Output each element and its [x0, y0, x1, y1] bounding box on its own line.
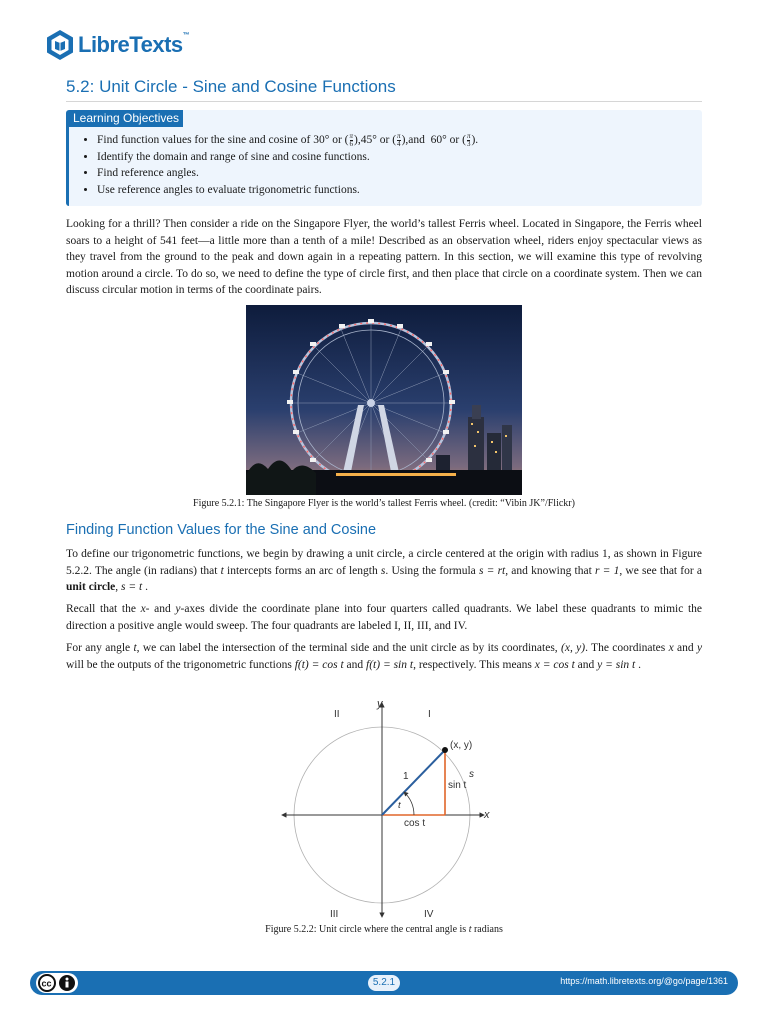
libretexts-logo[interactable] [46, 27, 189, 63]
singapore-flyer-photo [246, 305, 522, 495]
learning-objectives-box [66, 110, 702, 206]
sin-label: sin t [448, 780, 467, 791]
page-title: 5.2: Unit Circle - Sine and Cosine Functions [66, 77, 702, 102]
x-axis-label: x [484, 809, 490, 821]
fraction-pi-6: $\frac{\pi}{6}$ [349, 131, 354, 148]
cc-license-badge[interactable] [36, 973, 78, 993]
quadrant-ii-label: II [334, 709, 340, 720]
libretexts-logo-icon [46, 29, 74, 61]
unit-circle-diagram [276, 695, 496, 923]
section-title: Finding Function Values for the Sine and Cosine [66, 522, 377, 538]
y-axis-label: y [377, 698, 383, 710]
fraction-pi-3: $\frac{\pi}{3}$ [466, 131, 471, 148]
cos-label: cos t [404, 818, 426, 829]
radius-line [382, 750, 445, 815]
quadrant-iii-label: III [330, 909, 339, 920]
point-label: (x, y) [450, 740, 473, 751]
radius-label: 1 [403, 771, 409, 782]
objective-item: • Use reference angles to evaluate trigonometric functions. [97, 182, 478, 199]
footer-bar [30, 971, 738, 995]
objective-item: • Find function values for the sine and cosine of 30° or ( $\frac{\pi}{6}$ ),45° or ( $\frac{\pi}{4}$ ),and 60° or ( $\frac{\pi}{3}$ ). [97, 132, 478, 149]
arc-label: s [469, 769, 474, 780]
paragraph-quadrants: Recall that the x- and y-axes divide the coordinate plane into four quarters called quadrants. We label these quadrants to mimic the direction a positive angle would sweep. The four quadrants are labeled I, II, III, and IV. [66, 603, 703, 632]
objective-item: • Identify the domain and range of sine and cosine functions. [97, 149, 478, 166]
angle-arc [404, 792, 414, 815]
quadrant-i-label: I [428, 709, 431, 720]
footer-url-link[interactable]: https://math.libretexts.org/@go/page/1361 [560, 976, 728, 986]
paragraph-unit-circle: To define our trigonometric functions, we begin by drawing a unit circle, a circle centered at the origin with radius 1, as shown in Figure 5.2.2. The angle (in radians) that t intercepts forms an arc of length s. Using the formula s = rt, and knowing that r = 1, we see that for a unit circle, s = t . [66, 548, 703, 593]
fraction-pi-4: $\frac{\pi}{4}$ [397, 131, 401, 148]
objectives-list [85, 132, 478, 198]
learning-objectives-heading: Learning Objectives [69, 110, 183, 127]
point-marker [442, 747, 448, 753]
figure-caption: Figure 5.2.2: Unit circle where the central angle is t radians [265, 924, 503, 935]
figure-caption: Figure 5.2.1: The Singapore Flyer is the world’s tallest Ferris wheel. (credit: “Vibin JK”/Flickr) [193, 498, 575, 509]
objective-item: • Find reference angles. [97, 165, 478, 182]
paragraph-coordinates: For any angle t, we can label the intersection of the terminal side and the unit circle as by its coordinates, (x, y). The coordinates x and y will be the outputs of the trigonometric functions f(t) = cos t and f(t) = sin t, respectively. This means x = cos t and y = sin t . [66, 642, 703, 671]
angle-label: t [398, 800, 401, 811]
svg-text:cc: cc [41, 978, 52, 989]
page-number: 5.2.1 [368, 975, 400, 991]
intro-paragraph: Looking for a thrill? Then consider a ride on the Singapore Flyer, the world’s tallest Ferris wheel. Located in Singapore, the Ferris wheel soars to a height of 541 feet—a little more than a tenth of a mile! Described as an observation wheel, riders enjoy spectacular views as they travel from the ground to the peak and down again in a repeating pattern. In this section, we will examine this type of revolving motion around a circle. To do so, we need to define the type of circle first, and then place that circle on a coordinate system. Then we can discuss circular motion in terms of the coordinate pairs. [66, 218, 702, 296]
brand-name: LibreTexts™ [78, 32, 190, 57]
quadrant-iv-label: IV [424, 909, 434, 920]
